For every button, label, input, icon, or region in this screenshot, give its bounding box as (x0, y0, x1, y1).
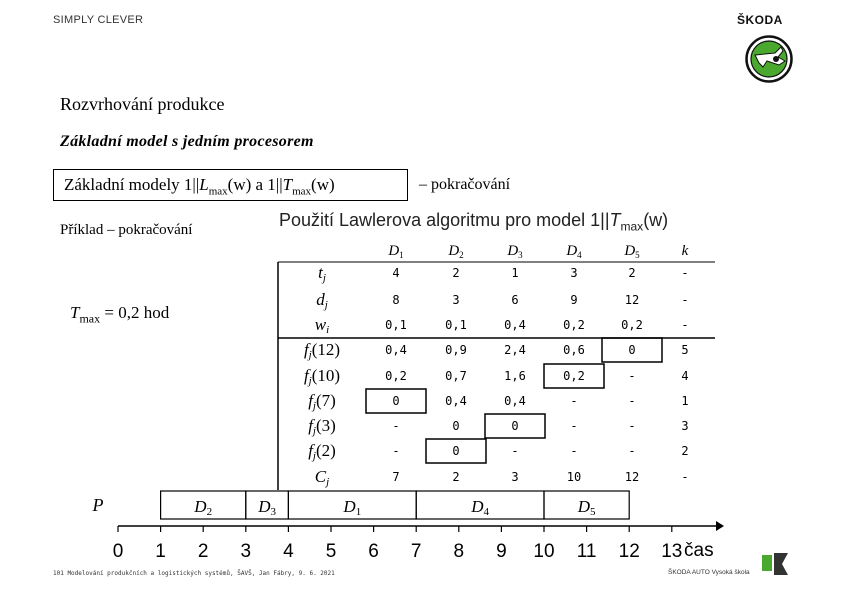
job-label: D1 (343, 497, 362, 518)
brand-name: ŠKODA (737, 13, 783, 27)
table-cell: 0 (511, 419, 519, 433)
tmax-symbol: T (70, 303, 80, 322)
table-col-header: k (681, 243, 689, 259)
table-cell: 2,4 (504, 343, 526, 357)
table-cell: - (628, 394, 636, 408)
tmax-sub: max (79, 311, 101, 326)
axis-tick-label: 11 (576, 541, 597, 562)
axis-tick-label: 12 (618, 541, 640, 562)
table-cell: 0,2 (563, 369, 585, 383)
table-cell: - (681, 470, 689, 484)
model-box-part: (w) a 1|| (227, 175, 283, 194)
model-box-part: T (282, 175, 293, 194)
table-cell: 3 (681, 419, 689, 433)
table-cell: 12 (624, 293, 640, 307)
table-col-header: $D_5$ (624, 243, 640, 260)
table-cell: 0,4 (445, 394, 467, 408)
tmax-text: = 0,2 hod (100, 303, 170, 322)
table-cell: 1 (511, 266, 519, 280)
table-cell: 0,2 (563, 318, 585, 332)
brand-slogan: SIMPLY CLEVER (53, 14, 144, 26)
model-box-part: max (292, 185, 312, 198)
axis-tick-label: 7 (410, 541, 422, 562)
footer-text: 101 Modelování produkčních a logistických systémů, ŠAVŠ, Jan Fábry, 9. 6. 2021 (53, 570, 335, 577)
lawler-prefix: Použití Lawlerova algoritmu pro model 1|| (279, 210, 610, 230)
model-box-part: max (208, 185, 228, 198)
axis-tick-label: 2 (197, 541, 209, 562)
table-cell: - (681, 266, 689, 280)
table-cell: 2 (628, 266, 636, 280)
table-row-label: fj(12) (303, 340, 341, 361)
continuation-label: – pokračování (419, 176, 511, 193)
table-cell: 2 (452, 470, 460, 484)
table-cell: - (628, 444, 636, 458)
time-axis-label: čas (684, 540, 714, 561)
model-box-part: L (199, 175, 209, 194)
model-box-part: Základní modely 1|| (64, 175, 200, 194)
table-cell: 10 (566, 470, 582, 484)
axis-tick-label: 1 (155, 541, 166, 562)
table-cell: 0 (628, 343, 636, 357)
table-cell: 2 (452, 266, 460, 280)
lawler-T: T (609, 210, 621, 230)
table-row-label: fj(2) (308, 441, 336, 462)
table-cell: 0,2 (621, 318, 643, 332)
schedule-timeline (92, 491, 725, 562)
table-row-label: wi (314, 315, 330, 336)
table-col-header: $D_3$ (507, 243, 523, 260)
job-label: D2 (194, 497, 213, 518)
model-box-part: (w) (311, 175, 335, 194)
table-cell: - (628, 419, 636, 433)
table-cell: 0 (452, 419, 460, 433)
table-col-header: $D_1$ (388, 243, 404, 260)
job-label: D4 (471, 497, 489, 518)
table-cell: 0,2 (385, 369, 407, 383)
table-cell: 0,4 (504, 394, 526, 408)
job-label: D5 (577, 497, 596, 518)
table-row-label: dj (316, 290, 328, 311)
school-logo-icon (762, 551, 792, 577)
lawler-suffix: (w) (643, 210, 669, 230)
axis-tick-label: 9 (496, 541, 507, 562)
table-cell: 8 (392, 293, 400, 307)
axis-tick-label: 13 (661, 541, 683, 562)
footer-institution: ŠKODA AUTO Vysoká škola (668, 569, 750, 576)
table-cell: - (392, 419, 400, 433)
table-cell: 0,1 (385, 318, 407, 332)
table-row-label: tj (318, 263, 326, 284)
table-cell: - (681, 293, 689, 307)
axis-tick-label: 5 (325, 541, 337, 562)
table-cell: 0,6 (563, 343, 585, 357)
table-cell: 3 (511, 470, 519, 484)
job-label: D3 (258, 497, 276, 518)
table-cell: 0 (392, 394, 400, 408)
axis-tick-label: 4 (283, 541, 294, 562)
table-cell: 4 (681, 369, 689, 383)
table-cell: 0 (452, 444, 460, 458)
table-cell: - (392, 444, 400, 458)
table-cell: 4 (392, 266, 400, 280)
table-cell: 1 (681, 394, 689, 408)
table-cell: 3 (452, 293, 460, 307)
axis-tick-label: 3 (240, 541, 252, 562)
axis-tick-label: 10 (533, 541, 555, 562)
page-subtitle: Základní model s jedním procesorem (60, 133, 314, 150)
table-row-label: fj(7) (308, 391, 336, 412)
table-cell: 9 (570, 293, 578, 307)
table-row-label: fj(3) (308, 416, 336, 437)
table-col-header: $D_4$ (566, 243, 582, 260)
page-title: Rozvrhování produkce (60, 94, 225, 114)
processor-label: P (92, 495, 104, 515)
table-cell: 3 (570, 266, 578, 280)
table-cell: 0,4 (504, 318, 526, 332)
table-cell: - (628, 369, 636, 383)
table-cell: 5 (681, 343, 689, 357)
table-cell: 1,6 (504, 369, 526, 383)
table-cell: 0,9 (445, 343, 467, 357)
axis-tick-label: 6 (368, 541, 379, 562)
table-cell: 0,7 (445, 369, 467, 383)
table-cell: 0,1 (445, 318, 467, 332)
table-row-label: fj(10) (303, 366, 341, 387)
table-cell: 0,4 (385, 343, 407, 357)
example-label: Příklad – pokračování (60, 222, 193, 238)
table-cell: 12 (624, 470, 640, 484)
table-cell: 2 (681, 444, 689, 458)
table-cell: - (570, 394, 578, 408)
table-cell: - (570, 444, 578, 458)
table-col-header: $D_2$ (448, 243, 464, 260)
table-cell: - (570, 419, 578, 433)
table-cell: - (681, 318, 689, 332)
axis-tick-label: 8 (453, 541, 465, 562)
lawler-table (278, 243, 715, 490)
table-row-label: Cj (314, 467, 330, 488)
axis-arrow-icon (716, 521, 724, 531)
axis-tick-label: 0 (112, 541, 124, 562)
table-cell: 6 (511, 293, 519, 307)
table-cell: - (511, 444, 519, 458)
lawler-sub: max (620, 219, 644, 234)
table-cell: 7 (392, 470, 400, 484)
